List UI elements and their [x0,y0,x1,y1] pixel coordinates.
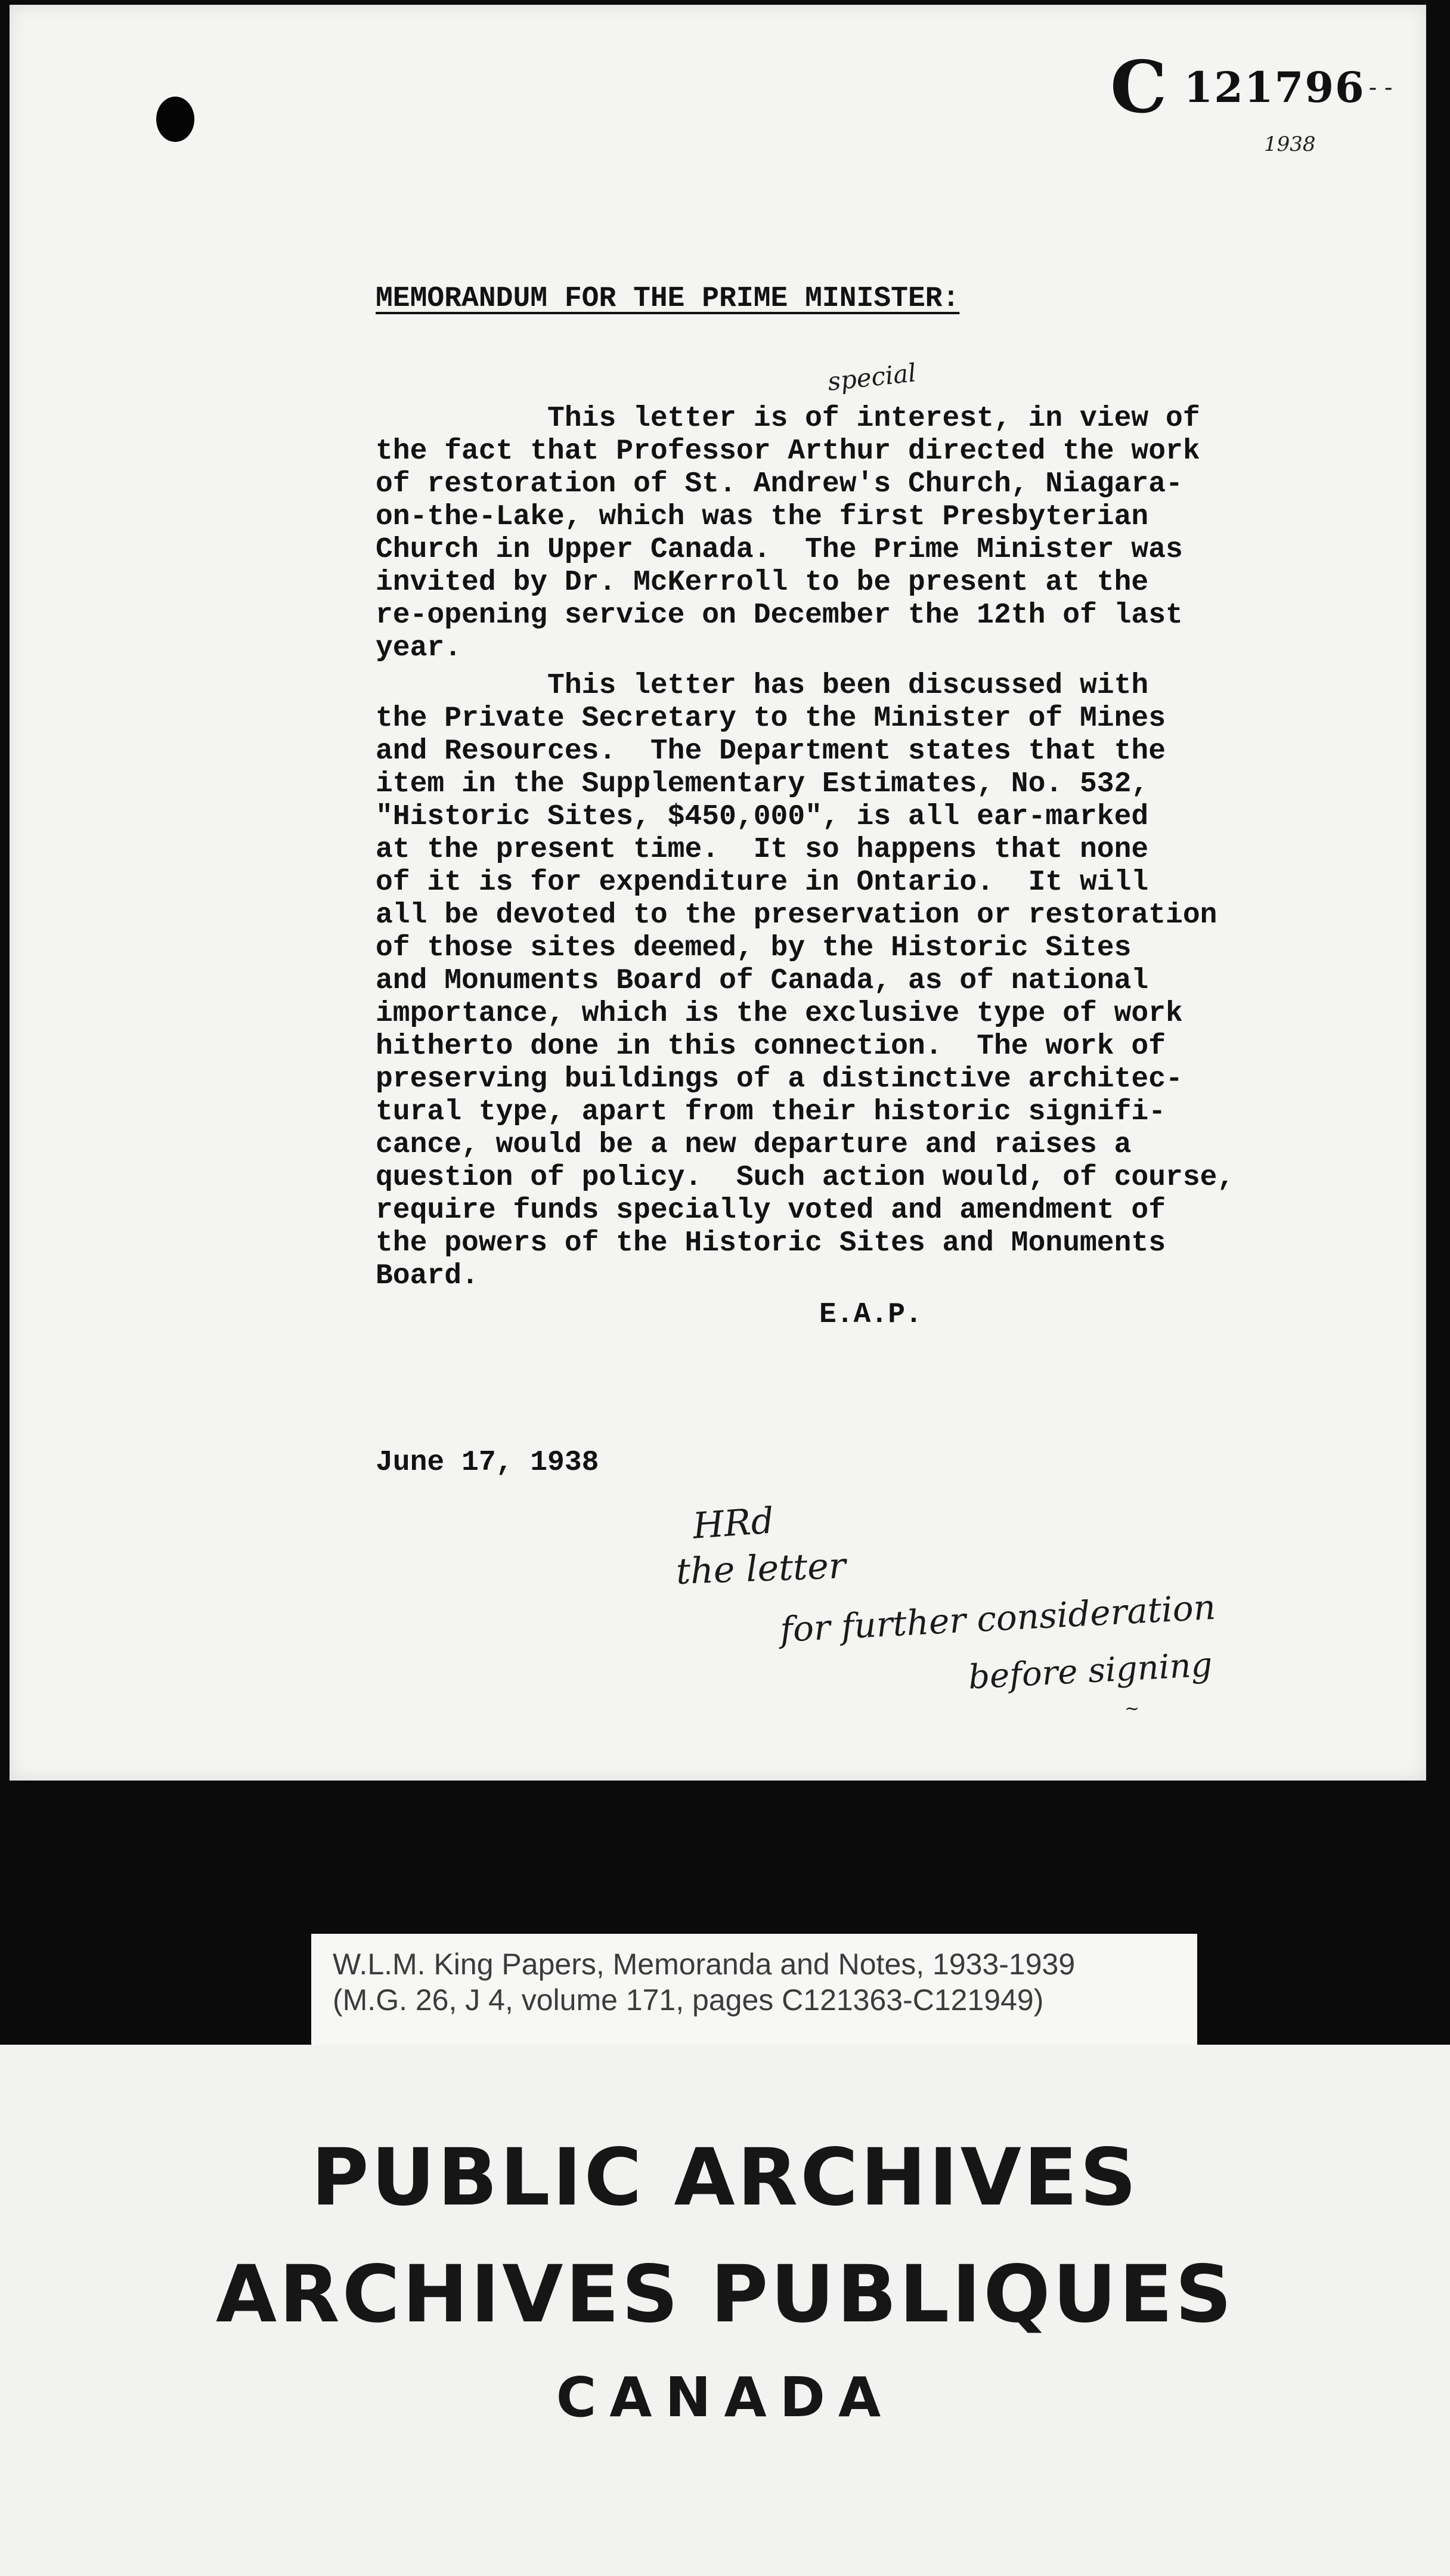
archive-title-fr: ARCHIVES PUBLIQUES [215,2249,1234,2340]
handwritten-note-line-3: for further consideration [779,1586,1217,1651]
citation-label [311,1934,1197,2045]
handwritten-mark: ~ [1124,1698,1140,1719]
stamp-prefix: C [1110,45,1167,129]
memo-paragraph-2: This letter has been discussed with the Private Secretary to the Minister of Mines and Resources. The Department states that the item in the Supplementary Estimates, No. 532, "Historic Sites, $450,000", is all ear-marked at the present time. It so happens that none of it is for expenditure in Ontario. It will all be devoted to the preservation or restoration of those sites deemed, by the Historic Sites and Monuments Board of Canada, as of national importance, which is the exclusive type of work hitherto done in this connection. The work of preserving buildings of a distinctive architec- tural type, apart from their historic signifi- cance, would be a new departure and raises a question of policy. Such action would, of course, require funds specially voted and amendment of the powers of the Historic Sites and Monuments Board. [376,670,1235,1292]
stamp-year: 1938 [1264,132,1316,156]
archive-card [0,2045,1450,2576]
memo-heading: MEMORANDUM FOR THE PRIME MINISTER: [376,283,960,315]
memo-paragraph-1: This letter is of interest, in view of the fact that Professor Arthur directed the work of restoration of St. Andrew's Church, Niagara- on-the-Lake, which was the first Presbyterian Church in Upper Canada. The Prime Minister was invited by Dr. McKerroll to be present at the re-opening service on December the 12th of last year. [376,402,1200,664]
memo-initials: E.A.P. [819,1299,922,1331]
punch-hole [156,97,194,142]
stamp-dash: - - [1368,73,1393,101]
handwritten-insertion: special [826,358,918,397]
document-stamp [1110,45,1393,129]
handwritten-note-line-2: the letter [675,1545,847,1593]
citation-line-2: (M.G. 26, J 4, volume 171, pages C121363-C121949) [333,1983,1044,2017]
citation-line-1: W.L.M. King Papers, Memoranda and Notes, 1933-1939 [333,1948,1076,1981]
memo-date: June 17, 1938 [376,1447,599,1479]
handwritten-note-line-4: before signing [967,1645,1213,1697]
stamp-number: 121796 [1183,63,1365,112]
archive-title-en: PUBLIC ARCHIVES [311,2132,1139,2224]
memo-page [10,5,1426,1781]
handwritten-note-line-1: HRd [691,1500,776,1547]
archive-country: CANADA [556,2366,894,2429]
